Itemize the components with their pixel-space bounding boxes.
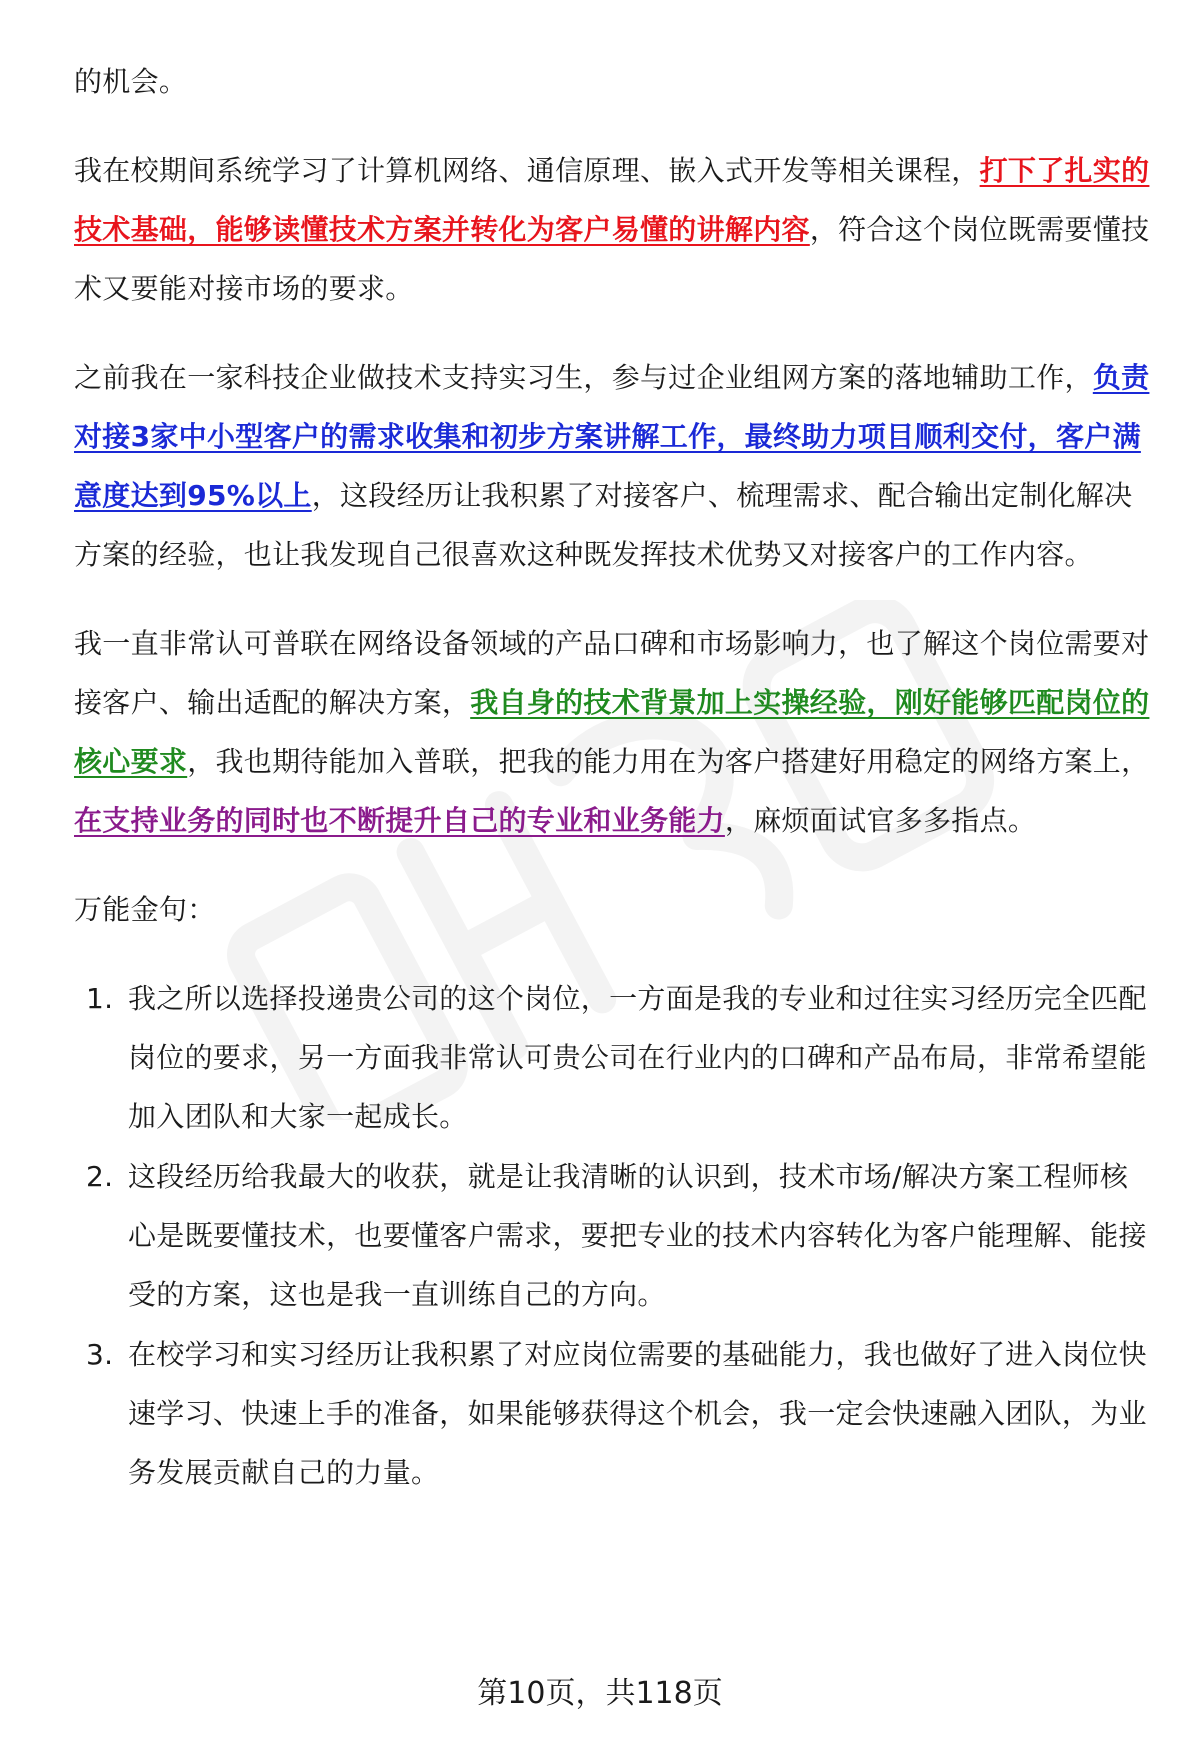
numbered-list (74, 969, 1154, 1502)
list-number: 3. (86, 1338, 114, 1371)
document-body (74, 52, 1154, 1503)
list-text: 在校学习和实习经历让我积累了对应岗位需要的基础能力，我也做好了进入岗位快速学习、快速上手的准备，如果能够获得这个机会，我一定会快速融入团队，为业务发展贡献自己的力量。 (128, 1338, 1147, 1489)
paragraph (74, 141, 1154, 318)
paragraph-text: ，我也期待能加入普联，把我的能力用在为客户搭建好用稳定的网络方案上， (187, 745, 1150, 778)
list-item (74, 969, 1154, 1146)
paragraph-text: 我一直非常认可普联在网络设备领域的产品口碑和市场影响力，也了解这个岗位需要对接客户、输出适配的解决方案， (74, 627, 1150, 719)
highlighted-text: 打下了扎实的技术基础，能够读懂技术方案并转化为客户易懂的讲解内容 (74, 154, 1150, 246)
paragraph (74, 348, 1154, 584)
paragraph-text: ，符合这个岗位既需要懂技术又要能对接市场的要求。 (74, 213, 1150, 305)
list-text: 这段经历给我最大的收获，就是让我清晰的认识到，技术市场/解决方案工程师核心是既要懂技术，也要懂客户需求，要把专业的技术内容转化为客户能理解、能接受的方案，这也是我一直训练自己的方向。 (128, 1160, 1147, 1311)
highlighted-text: 我自身的技术背景加上实操经验，刚好能够匹配岗位的核心要求 (74, 686, 1150, 778)
highlighted-text: 负责对接3家中小型客户的需求收集和初步方案讲解工作，最终助力项目顺利交付，客户满意度达到95%以上 (74, 361, 1150, 512)
list-item (74, 1325, 1154, 1502)
list-text: 我之所以选择投递贵公司的这个岗位，一方面是我的专业和过往实习经历完全匹配岗位的要求，另一方面我非常认可贵公司在行业内的口碑和产品布局，非常希望能加入团队和大家一起成长。 (128, 982, 1147, 1133)
list-number: 1. (86, 982, 114, 1015)
paragraph (74, 614, 1154, 850)
paragraph-container (74, 52, 1154, 939)
highlighted-text: 在支持业务的同时也不断提升自己的专业和业务能力 (74, 804, 725, 837)
page-number: 第10页，共118页 (477, 1676, 723, 1711)
paragraph (74, 880, 1154, 939)
paragraph-text: 我在校期间系统学习了计算机网络、通信原理、嵌入式开发等相关课程， (74, 154, 980, 187)
paragraph-text: 的机会。 (74, 65, 188, 98)
list-number: 2. (86, 1160, 114, 1193)
paragraph-text: 万能金句： (74, 893, 216, 926)
paragraph-text: ，麻烦面试官多多指点。 (724, 804, 1037, 837)
paragraph-text: 之前我在一家科技企业做技术支持实习生，参与过企业组网方案的落地辅助工作， (74, 361, 1093, 394)
paragraph (74, 52, 1154, 111)
paragraph-text: ，这段经历让我积累了对接客户、梳理需求、配合输出定制化解决方案的经验，也让我发现自己很喜欢这种既发挥技术优势又对接客户的工作内容。 (74, 479, 1133, 571)
list-item (74, 1147, 1154, 1324)
